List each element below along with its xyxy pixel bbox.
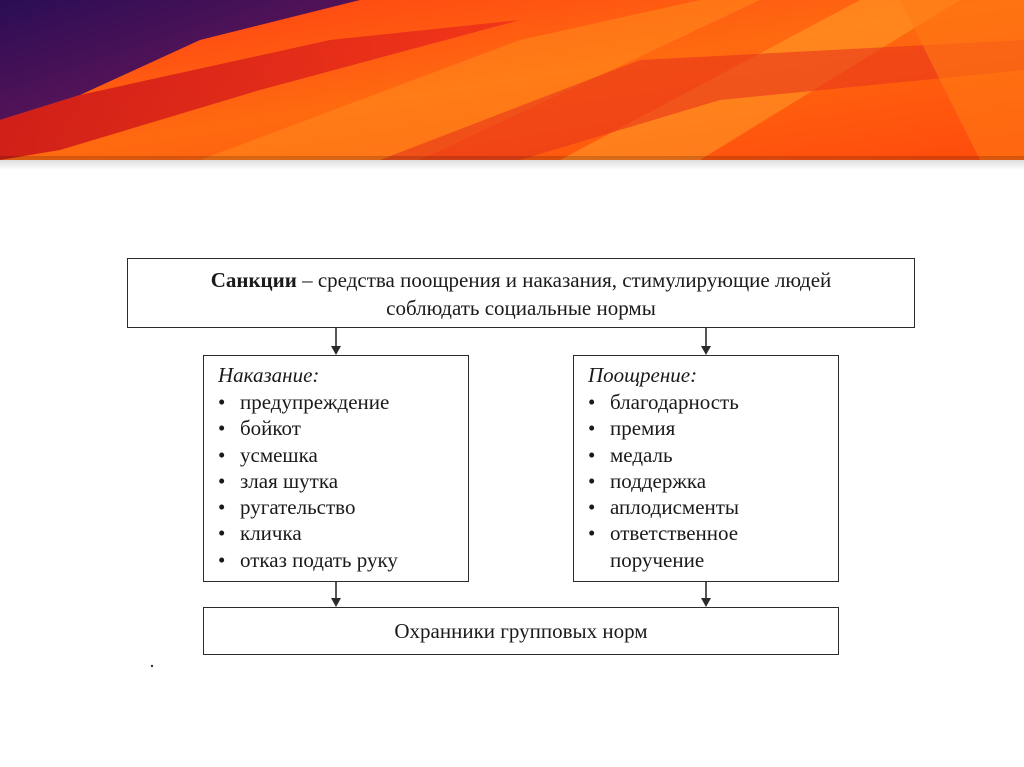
list-item: • отказ подать руку [218, 547, 468, 573]
list-item: • бойкот [218, 415, 468, 441]
guardians-label: Охранники групповых норм [394, 619, 648, 643]
reward-box [573, 355, 839, 582]
list-item: • ответственное поручение [588, 520, 810, 573]
definition-line-2: соблюдать социальные нормы [386, 296, 656, 320]
list-item: • злая шутка [218, 468, 468, 494]
punishment-heading: Наказание: [218, 363, 320, 387]
decorative-banner [0, 0, 1024, 160]
list-item: • поддержка [588, 468, 838, 494]
reward-list [588, 389, 838, 573]
stray-dot [151, 665, 153, 667]
punishment-list [218, 389, 468, 573]
definition-line-1 [128, 266, 914, 294]
arrowhead-top-to-reward [701, 346, 711, 355]
reward-heading: Поощрение: [588, 363, 698, 387]
arrowhead-reward-to-bottom [701, 598, 711, 607]
arrowhead-punishment-to-bottom [331, 598, 341, 607]
list-item: • премия [588, 415, 838, 441]
list-item: • усмешка [218, 442, 468, 468]
arrowhead-top-to-punishment [331, 346, 341, 355]
list-item: • ругательство [218, 494, 468, 520]
sanctions-term: Санкции [210, 268, 297, 292]
banner-shadow [0, 156, 1024, 170]
group-norms-guardians-box [203, 607, 839, 655]
list-item: • кличка [218, 520, 468, 546]
punishment-box [203, 355, 469, 582]
list-item: • медаль [588, 442, 838, 468]
list-item: • аплодисменты [588, 494, 838, 520]
list-item: • благодарность [588, 389, 838, 415]
definition-text: – средства поощрения и наказания, стимулирующие людей [296, 268, 832, 292]
list-item: • предупреждение [218, 389, 468, 415]
sanctions-definition-box [127, 258, 915, 328]
